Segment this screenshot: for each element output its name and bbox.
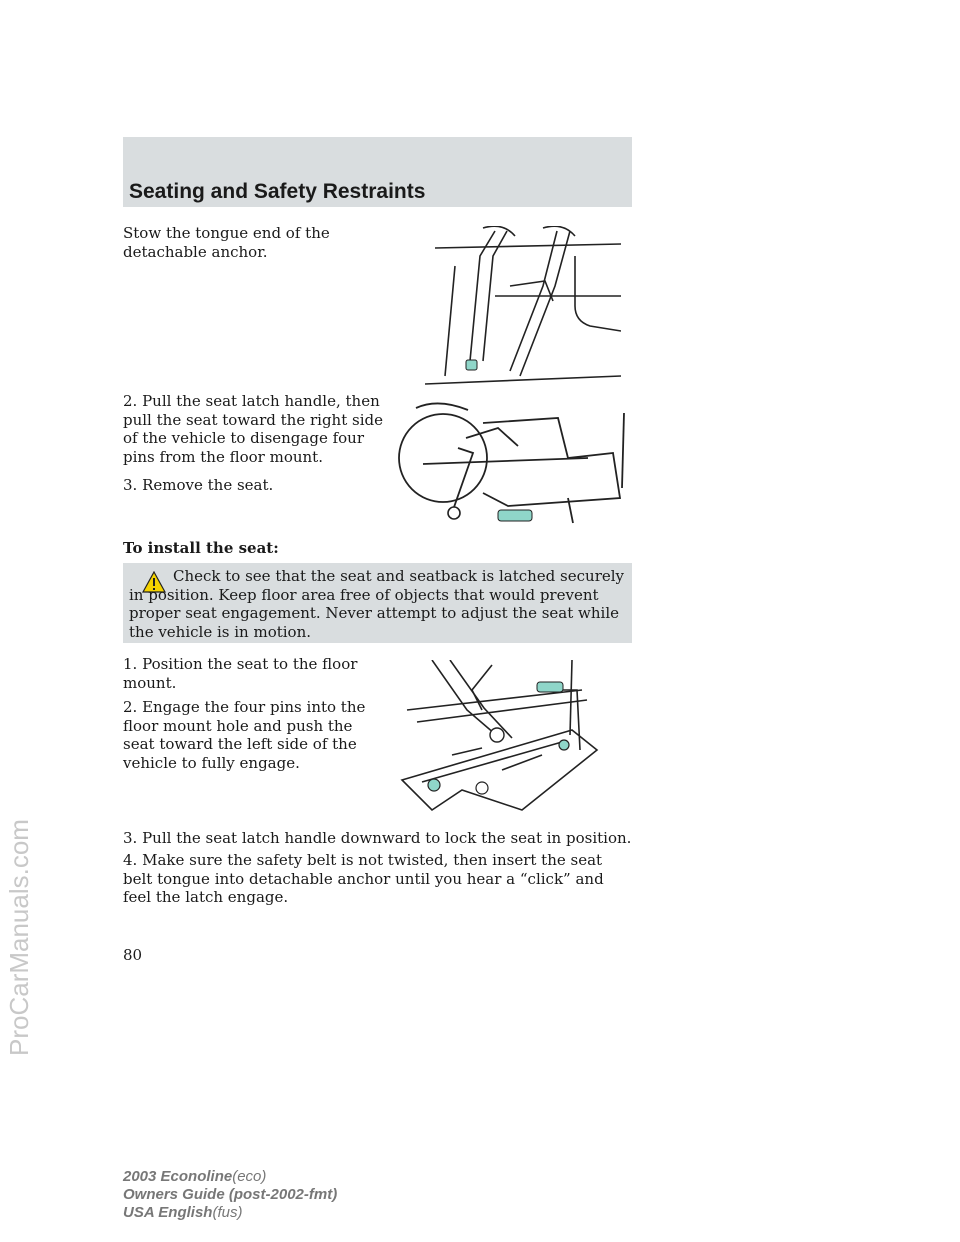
install-step-1: 1. Position the seat to the floor mount.	[123, 655, 358, 692]
remove-step: 3. Remove the seat.	[123, 476, 274, 494]
seat-latch-illustration	[388, 398, 630, 528]
install-step-2: 2. Engage the four pins into the floor mount hole and push the seat toward the left side of the vehicle to fully engage.	[123, 698, 366, 772]
site-watermark: ProCarManuals.com	[4, 819, 34, 1056]
install-step-3: 3. Pull the seat latch handle downward to lock the seat in position.	[123, 829, 632, 847]
footer-model-code: (eco)	[232, 1168, 267, 1185]
footer-language: USA English	[123, 1204, 213, 1221]
warning-box	[123, 563, 632, 643]
footer-guide: Owners Guide (post-2002-fmt)	[123, 1186, 338, 1203]
section-header	[123, 137, 632, 207]
footer-language-code: (fus)	[212, 1204, 243, 1221]
footer-model: 2003 Econoline	[123, 1168, 233, 1185]
document-footer	[123, 1168, 337, 1222]
latch-step: 2. Pull the seat latch handle, then pull the seat toward the right side of the vehicle to disengage four pins from the floor mount.	[123, 392, 383, 466]
warning-text: Check to see that the seat and seatback is latched securely in position. Keep floor area free of objects that would prevent proper seat engagement. Never attempt to adjust the seat while the vehicle is in motion.	[129, 567, 625, 641]
seatbelt-anchor-illustration	[425, 226, 621, 386]
floor-mount-illustration	[392, 660, 600, 820]
page-number: 80	[123, 946, 143, 964]
install-heading: To install the seat:	[123, 539, 279, 557]
section-title: Seating and Safety Restraints	[129, 180, 426, 203]
stow-instruction: Stow the tongue end of the detachable anchor.	[123, 224, 330, 261]
install-step-4: 4. Make sure the safety belt is not twisted, then insert the seat belt tongue into detachable anchor until you hear a “click” and feel the latch engage.	[123, 851, 604, 906]
